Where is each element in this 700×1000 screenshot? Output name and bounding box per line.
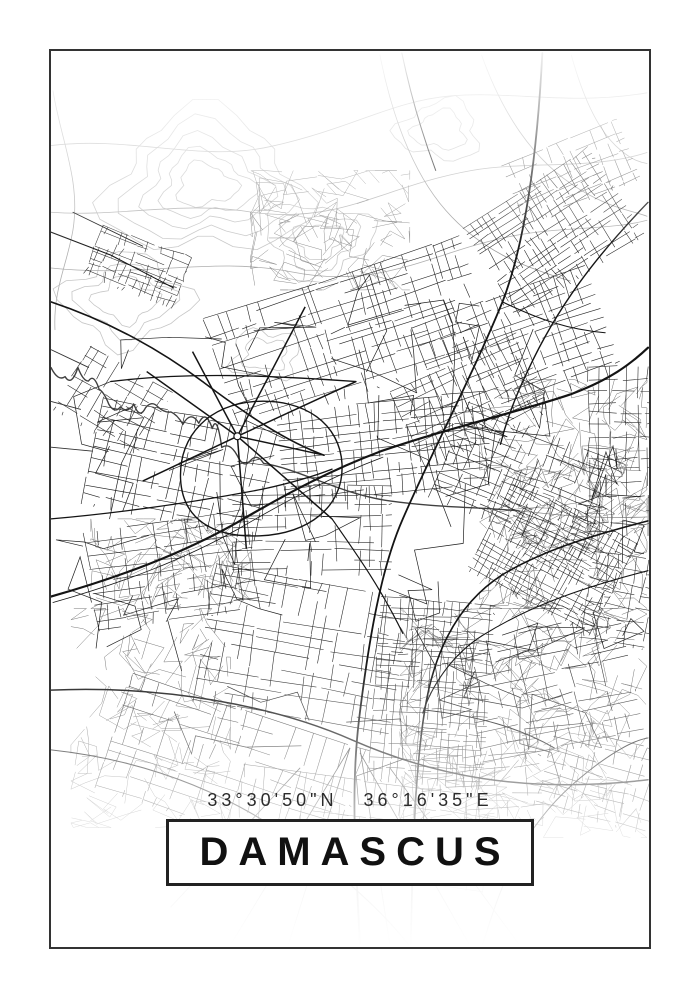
poster-title: DAMASCUS [199,830,511,874]
city-street-map [51,51,649,947]
coordinates-label [0,789,700,811]
title-box [166,819,534,886]
longitude-text: 36°16'35"E [363,790,493,810]
latitude-text: 33°30'50"N [207,790,338,810]
map-frame [49,49,651,949]
map-top-fade [51,51,649,255]
